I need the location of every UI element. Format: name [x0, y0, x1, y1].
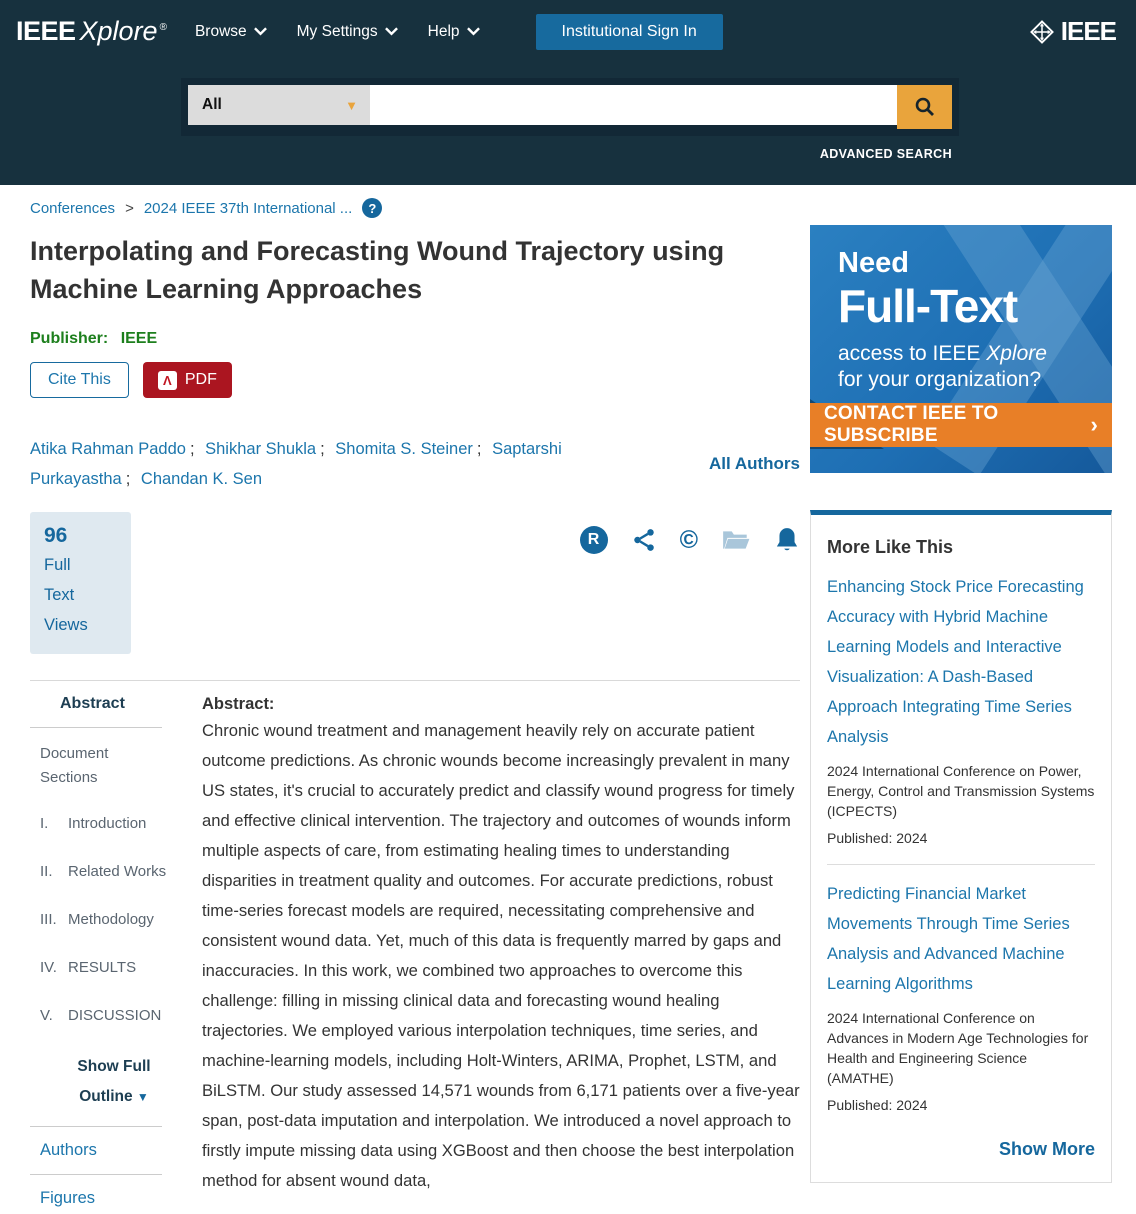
ad-need-text: Need: [838, 247, 909, 279]
nav-my-settings-label: My Settings: [296, 22, 378, 40]
contact-ieee-subscribe-button[interactable]: [810, 403, 1112, 447]
abstract-heading: Abstract:: [202, 695, 275, 713]
author-separator: ;: [476, 440, 482, 458]
search-icon: [913, 95, 937, 119]
search-input[interactable]: [370, 85, 897, 125]
main-column: [30, 198, 800, 1214]
breadcrumb-conference-title[interactable]: 2024 IEEE 37th International ...: [143, 199, 353, 217]
logo-xplore-text: Xplore: [79, 16, 158, 46]
related-article-venue: 2024 International Conference on Power, Energy, Control and Transmission Systems (ICPECTS): [827, 763, 1095, 819]
alerts-bell-icon[interactable]: [774, 526, 800, 554]
author-separator: ;: [189, 440, 195, 458]
section-label: Related Works: [68, 863, 167, 880]
outline-divider: [30, 1126, 162, 1127]
section-numeral: IV.: [40, 959, 57, 976]
chevron-down-icon: [254, 27, 267, 36]
search-band: [181, 78, 959, 136]
breadcrumb-separator: >: [125, 199, 134, 217]
advanced-search-link[interactable]: ADVANCED SEARCH: [819, 147, 952, 161]
metric-value: 96: [44, 524, 68, 547]
section-label: Introduction: [68, 815, 147, 832]
related-article-published: Published: 2024: [827, 830, 928, 846]
top-navigation-bar: [0, 0, 1136, 63]
outline-divider: [30, 727, 162, 728]
related-article-link[interactable]: Predicting Financial Market Movements Through Time Series Analysis and Advanced Machine Learning Algorithms: [827, 885, 1070, 993]
section-divider: [30, 680, 800, 681]
publisher-row: [30, 330, 800, 348]
authors-list: [30, 434, 630, 494]
section-numeral: V.: [40, 1007, 53, 1024]
pdf-button-label: PDF: [184, 371, 217, 388]
nav-browse-label: Browse: [194, 22, 247, 40]
ad-xplore-italic: Xplore: [986, 342, 1047, 365]
help-icon[interactable]: ?: [362, 198, 382, 218]
full-text-subscription-ad[interactable]: [810, 225, 1112, 473]
nav-help-label: Help: [427, 22, 460, 40]
author-link[interactable]: Shikhar Shukla: [205, 440, 317, 458]
ieee-brand-logo[interactable]: [1027, 16, 1116, 47]
metric-label-line1: Full: [44, 556, 71, 574]
related-article-published: Published: 2024: [827, 1097, 928, 1113]
search-section: [0, 63, 1136, 185]
more-like-this-heading: More Like This: [827, 537, 954, 557]
sidebar-item-figures[interactable]: Figures: [40, 1189, 96, 1207]
section-label: Methodology: [68, 911, 154, 928]
registered-mark: ®: [159, 22, 167, 33]
chevron-down-icon: [467, 27, 480, 36]
publisher-name: IEEE: [120, 330, 158, 347]
author-separator: ;: [320, 440, 325, 458]
section-label: DISCUSSION: [68, 1007, 162, 1024]
related-article-link[interactable]: Enhancing Stock Price Forecasting Accuracy with Hybrid Machine Learning Models and Interactive Visualization: A Dash-Based Approach Integrating Time Series Analysis: [827, 578, 1084, 746]
author-link[interactable]: Saptarshi Purkayastha: [30, 440, 562, 488]
full-text-views-metric[interactable]: [30, 512, 131, 654]
outline-item-discussion[interactable]: [30, 1004, 168, 1028]
brand-right-text: IEEE: [1060, 16, 1116, 46]
all-authors-link[interactable]: All Authors: [709, 454, 800, 473]
main-nav: [195, 23, 480, 41]
cta-label: CONTACT IEEE TO SUBSCRIBE: [824, 403, 999, 446]
document-outline-sidebar: [30, 695, 176, 1214]
section-numeral: III.: [40, 911, 57, 928]
abstract-section: [176, 695, 800, 1214]
chevron-down-icon: [385, 27, 398, 36]
outline-item-related-works[interactable]: [30, 860, 168, 884]
chevron-down-icon: ▼: [345, 97, 358, 113]
section-numeral: I.: [40, 815, 49, 832]
related-article-venue: 2024 International Conference on Advances in Modern Age Technologies for Health and Engineering Science (AMATHE): [827, 1010, 1089, 1086]
search-button[interactable]: [897, 85, 952, 129]
abstract-text: Chronic wound treatment and management heavily rely on accurate patient outcome predictions. As chronic wounds become increasingly prevalent in many US states, it's crucial to accurately predict and classify wound progress for timely and effective clinical intervention. The trajectory and outcomes of wounds inform multiple aspects of care, from estimating healing times to understanding disparities in treatment quality and outcomes. For accurate predictions, robust time-series forecast models are required, necessitating comprehensive and consistent wound data. Yet, much of this data is frequently marred by gaps and inaccuracies. In this work, we combined two approaches to overcome this challenge: filling in missing clinical data and forecasting wound healing trajectories. We employed various interpolation techniques, time series, and machine-learning models, including Holt-Winters, ARIMA, Prophet, LSTM, and BiLSTM. Our study assessed 14,571 wounds from 6,171 patients over a five-year span, post-data imputation and interpolation. We introduced a novel approach to firstly impute missing data using XGBoost and then choose the best interpolation method for absent wound data,: [202, 721, 800, 1190]
outline-item-introduction[interactable]: [30, 812, 168, 836]
outline-item-results[interactable]: [30, 956, 168, 980]
authors-row: [30, 434, 800, 494]
breadcrumb: [30, 198, 800, 218]
document-sections-label: Document Sections: [40, 745, 109, 786]
more-like-this-card: [810, 510, 1112, 1183]
nav-help[interactable]: [428, 23, 480, 41]
share-icon[interactable]: [631, 527, 657, 553]
search-scope-select[interactable]: [188, 85, 370, 125]
author-separator: ;: [125, 470, 131, 488]
pdf-button[interactable]: [143, 362, 232, 398]
ad-access-pre: access to IEEE: [838, 342, 987, 365]
search-scope-value: All: [202, 96, 222, 113]
copyright-icon[interactable]: ©: [679, 526, 698, 554]
show-more-link[interactable]: Show More: [998, 1139, 1095, 1159]
chevron-right-icon: ›: [1090, 412, 1098, 437]
section-numeral: II.: [40, 863, 53, 880]
ad-full-text-text: Full-Text: [838, 280, 1018, 332]
pdf-file-icon: Λ: [158, 371, 177, 390]
outline-tab-abstract[interactable]: Abstract: [60, 695, 125, 712]
folder-icon[interactable]: [721, 527, 751, 553]
metric-label-line2: Text Views: [44, 586, 88, 634]
nav-browse[interactable]: [195, 23, 267, 41]
outline-item-methodology[interactable]: [30, 908, 168, 932]
document-action-icons: [580, 526, 800, 554]
sidebar-item-authors[interactable]: Authors: [40, 1141, 97, 1159]
cite-this-button[interactable]: Cite This: [30, 362, 129, 398]
publisher-label: Publisher:: [30, 330, 109, 347]
breadcrumb-conferences[interactable]: Conferences: [30, 199, 116, 217]
outline-divider: [30, 1174, 162, 1175]
rights-r-circle-icon[interactable]: R: [580, 526, 608, 554]
show-full-outline-button[interactable]: [58, 1052, 170, 1112]
page-title: Interpolating and Forecasting Wound Trajectory using Machine Learning Approaches: [30, 236, 725, 304]
show-full-outline-label: Show Full Outline: [77, 1058, 151, 1105]
nav-my-settings[interactable]: [297, 23, 398, 41]
related-items-divider: [827, 864, 1095, 865]
ad-access-text: [838, 342, 1112, 366]
ieee-xplore-logo[interactable]: [16, 16, 167, 47]
author-link[interactable]: Shomita S. Steiner: [335, 440, 473, 458]
ieee-kite-icon: [1027, 17, 1057, 47]
institutional-sign-in-button[interactable]: Institutional Sign In: [536, 14, 723, 50]
author-link[interactable]: Chandan K. Sen: [140, 470, 262, 488]
chevron-down-icon: ▼: [136, 1090, 149, 1104]
author-link[interactable]: Atika Rahman Paddo: [30, 440, 186, 458]
logo-ieee-text: IEEE: [16, 16, 76, 46]
right-rail: [810, 198, 1112, 1214]
section-label: RESULTS: [68, 959, 137, 976]
ad-organization-text: for your organization?: [838, 368, 1042, 391]
